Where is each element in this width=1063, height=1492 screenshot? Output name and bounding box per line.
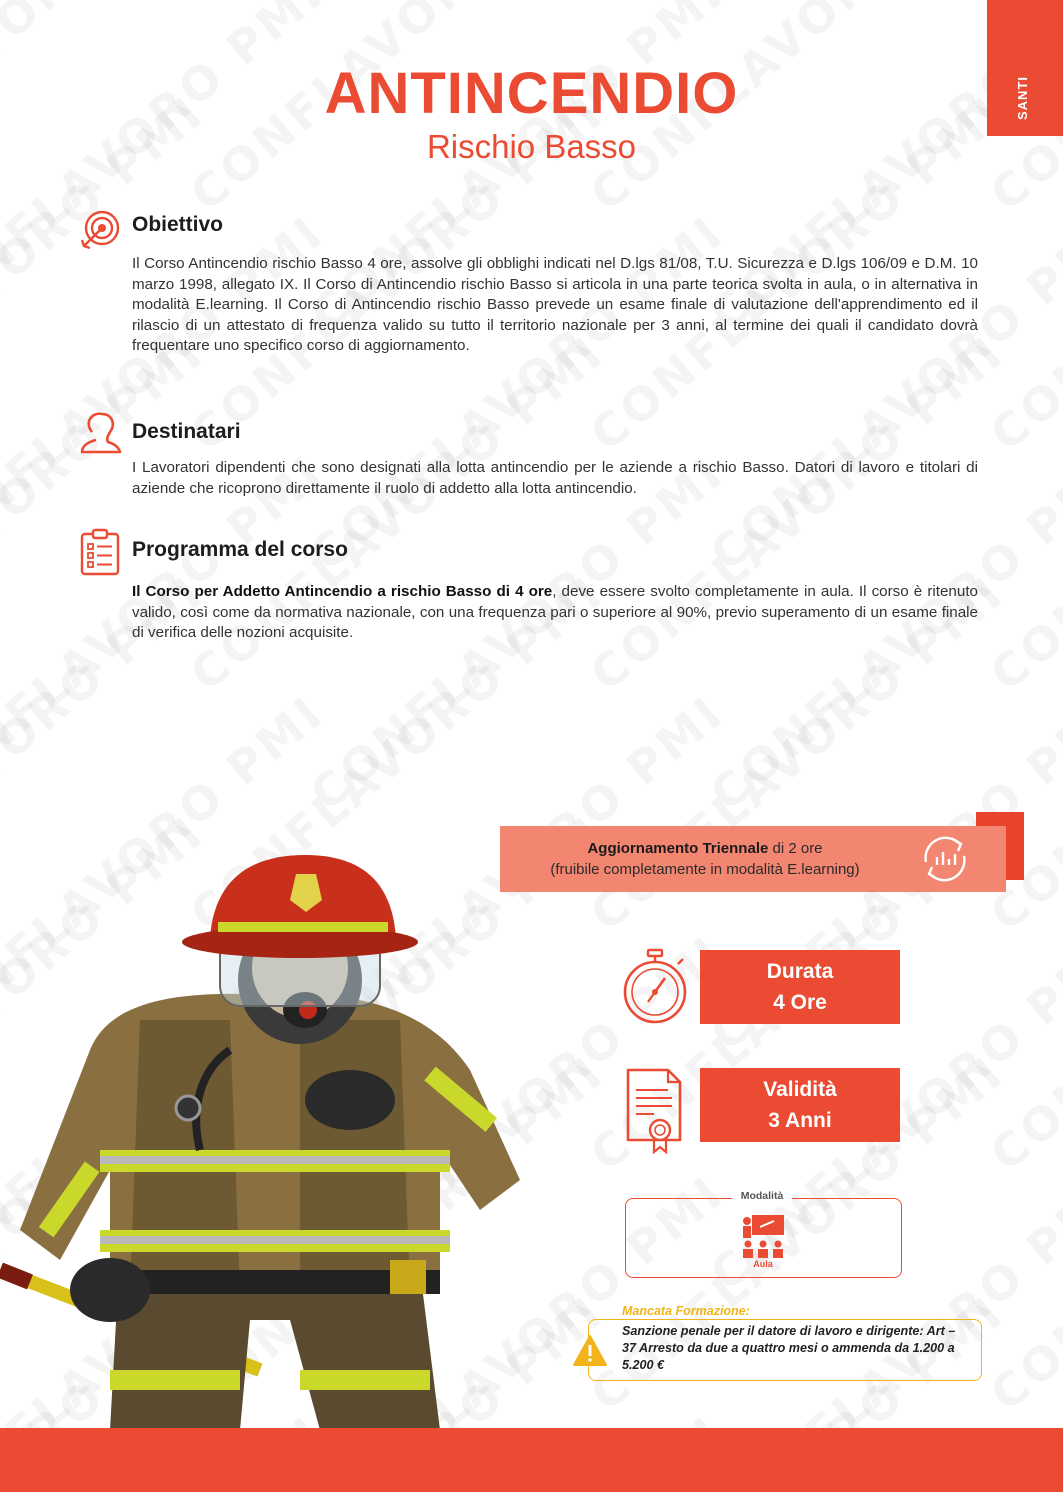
programma-bold-text: Il Corso per Addetto Antincendio a rischio Basso di 4 ore [132,583,553,600]
aggiornamento-text [500,838,910,880]
watermark-text [980,325,1063,702]
warning-icon [572,1334,608,1368]
stopwatch-icon [620,948,690,1028]
refresh-chart-icon [918,832,972,886]
section-text-programma [132,582,978,644]
aggiornamento-bold: Aggiornamento Triennale [587,840,769,857]
durata-label: Durata [766,960,834,983]
programma-rest-text: , deve essere svolto completamente in aula. Il corso è ritenuto valido, così come da normativa nazionale, con una frequenza pari o superiore al 90%, previo superamento di un esame finale di verifica delle nozioni acquisite. [132,583,978,641]
section-text-obiettivo: Il Corso Antincendio rischio Basso 4 ore, assolve gli obblighi indicati nel D.lgs 81/08, T.U. Sicurezza e D.lgs 106/09 e D.M. 10 marzo 1998, allegato IX. Il Corso di Antincendio rischio Basso si articola in una parte teorica svolta in aula, o in alternativa in modalità E.learning. Il Corso di Antincendio rischio Basso prevede un esame finale di valutazione dell'apprendimento ed il rilascio di un attestato di frequenza valido su tutto il territorio nazionale per 3 anni, al termine dei quali il candidato dovrà frequentare uno specifico corso di aggiornamento. [132,255,978,354]
page-title: ANTINCENDIO [324,61,739,126]
modalita-label: Modalità [732,1190,792,1202]
aggiornamento-line2: (fruibile completamente in modalità E.learning) [550,861,860,878]
firefighter-illustration [0,850,540,1430]
user-icon [78,410,122,454]
aula-label: Aula [753,1259,773,1269]
watermark-text [180,325,614,702]
validita-value: 3 Anni [768,1109,832,1132]
validita-label: Validità [763,1078,837,1101]
page-subtitle: Rischio Basso [426,128,637,165]
clipboard-icon [78,528,122,576]
section-text-destinatari: I Lavoratori dipendenti che sono designati alla lotta antincendio per le aziende a rischio Basso. Datori di lavoro e titolari di aziende che ricoprono direttamente il ruolo di addetto alla lotta antincendio. [132,459,978,497]
warning-text: Sanzione penale per il datore di lavoro e dirigente: Art – 37 Arresto da due a quattro mesi o ammenda da 1.200 a 5.200 € [622,1324,956,1372]
footer-bar [0,1428,1063,1492]
classroom-icon [740,1213,786,1261]
section-heading-destinatari: Destinatari [132,420,241,443]
aggiornamento-rest: di 2 ore [768,840,823,857]
watermark-text [580,325,1014,702]
certificate-icon [624,1066,694,1156]
section-heading-programma: Programma del corso [132,538,348,561]
target-icon [78,208,122,252]
durata-box [700,950,900,1024]
watermark-text [980,1045,1063,1422]
side-tab-label: SANTI [1015,76,1030,120]
watermark-text [0,325,214,702]
section-heading-obiettivo: Obiettivo [132,213,224,236]
warning-title: Mancata Formazione: [622,1304,750,1318]
validita-box [700,1068,900,1142]
durata-value: 4 Ore [773,991,827,1014]
